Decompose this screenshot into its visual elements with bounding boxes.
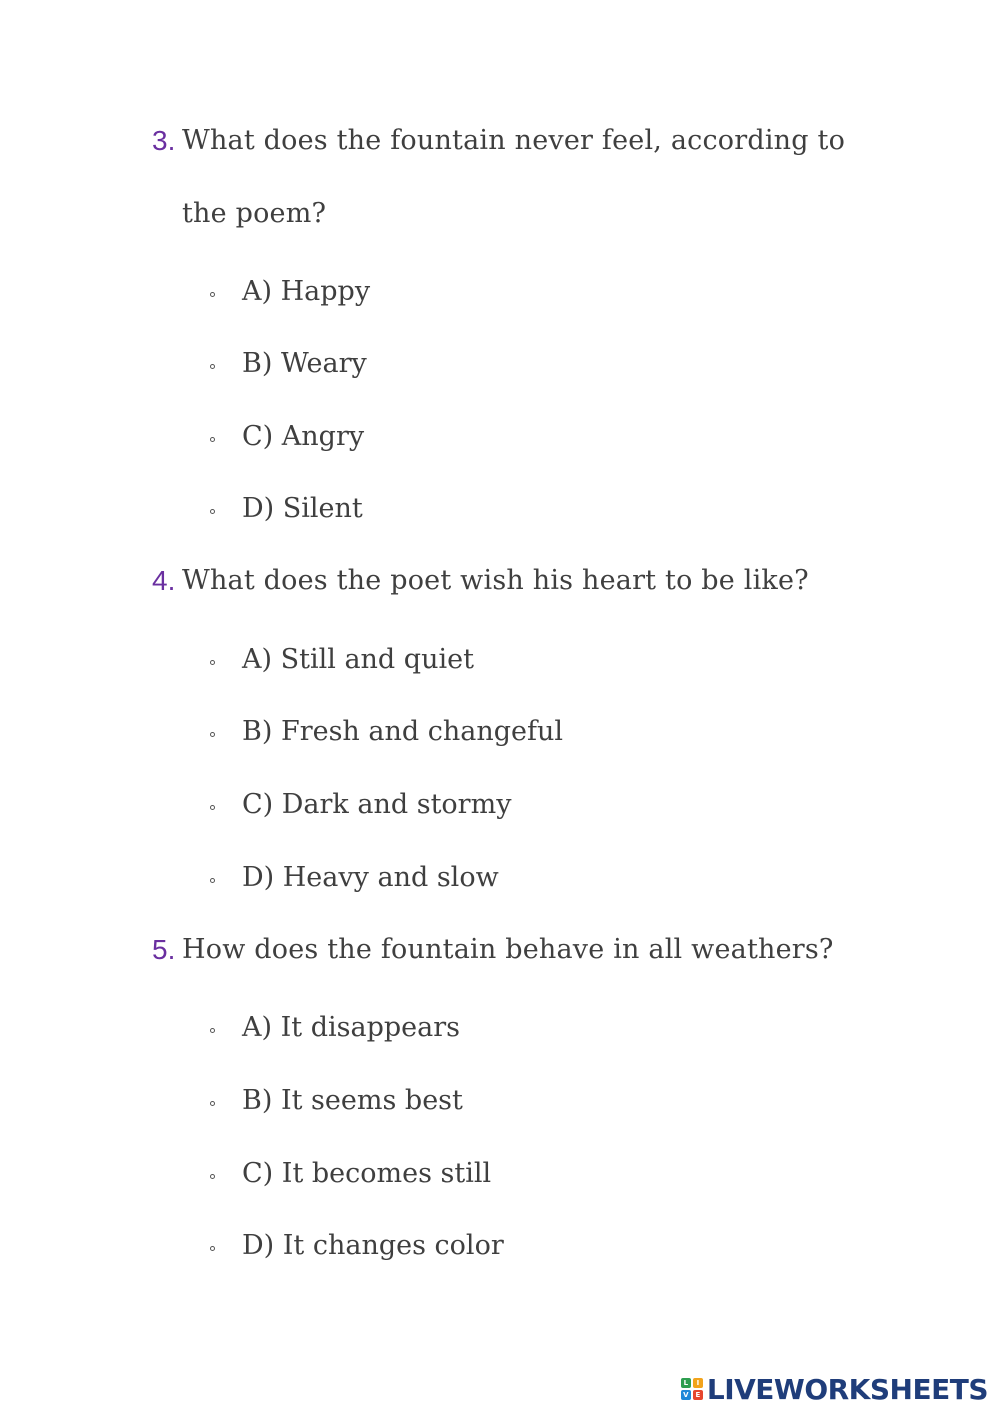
logo-mark-tile: L (681, 1378, 691, 1388)
bullet-icon (210, 1028, 215, 1033)
question-text: How does the fountain behave in all weathers? (182, 934, 834, 965)
option-label: A) Still and quiet (242, 644, 474, 675)
option-label: B) It seems best (242, 1085, 463, 1116)
logo-mark-tile: I (693, 1378, 703, 1388)
logo-mark-tile: V (681, 1390, 691, 1400)
option-label: D) It changes color (242, 1230, 504, 1261)
question-4 (152, 544, 872, 617)
bullet-icon (210, 1246, 215, 1251)
bullet-icon (210, 1174, 215, 1179)
liveworksheets-logo (681, 1372, 988, 1406)
bullet-icon (210, 364, 215, 369)
question-5 (152, 913, 872, 986)
option-label: D) Heavy and slow (242, 862, 499, 893)
bullet-icon (210, 437, 215, 442)
bullet-icon (210, 292, 215, 297)
question-number: 5. (152, 934, 176, 965)
bullet-icon (210, 878, 215, 883)
bullet-icon (210, 732, 215, 737)
option-label: D) Silent (242, 493, 363, 524)
logo-mark-tile: E (693, 1390, 703, 1400)
option-label: C) Angry (242, 421, 365, 452)
logo-text: LIVEWORKSHEETS (706, 1372, 988, 1406)
bullet-icon (210, 805, 215, 810)
bullet-icon (210, 509, 215, 514)
question-text: What does the poet wish his heart to be like? (182, 565, 809, 596)
option-label: B) Fresh and changeful (242, 716, 564, 747)
option-label: C) Dark and stormy (242, 789, 512, 820)
bullet-icon (210, 660, 215, 665)
bullet-icon (210, 1101, 215, 1106)
option-label: A) It disappears (242, 1012, 460, 1043)
option-label: C) It becomes still (242, 1158, 492, 1189)
option-label: B) Weary (242, 348, 367, 379)
question-3 (152, 104, 872, 250)
question-number: 3. (152, 125, 176, 156)
option-label: A) Happy (242, 276, 371, 307)
question-text: What does the fountain never feel, according to the poem? (182, 125, 846, 229)
logo-mark-icon (681, 1378, 703, 1400)
question-number: 4. (152, 565, 176, 596)
